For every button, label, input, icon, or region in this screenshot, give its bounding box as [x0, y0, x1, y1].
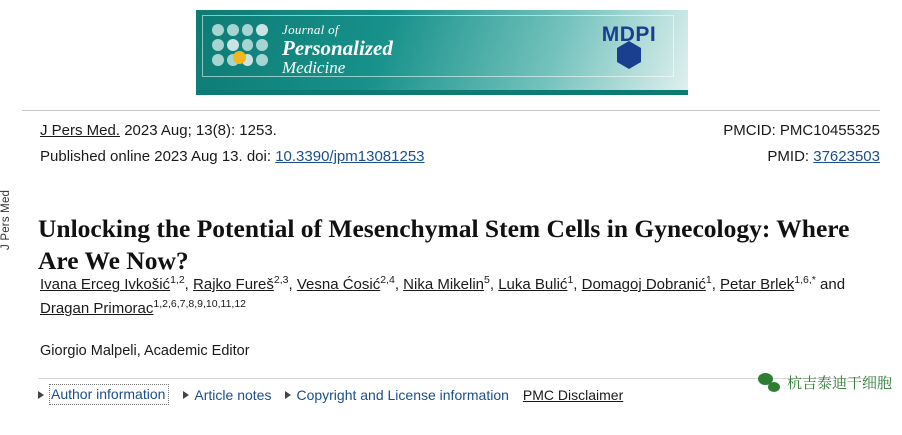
pmid-label: PMID:	[767, 148, 810, 165]
author-affiliation-sup: 1,2	[170, 274, 185, 286]
author-affiliation-sup: 2,3	[273, 274, 289, 286]
meta-link-item[interactable]	[285, 387, 508, 403]
banner-accent-dot-icon	[233, 51, 246, 64]
author-affiliation-sup: 1	[705, 274, 712, 286]
author-name[interactable]: Ivana Erceg Ivkošić	[40, 276, 171, 293]
author-name[interactable]: Petar Brlek	[720, 276, 795, 293]
author-name[interactable]: Vesna Ćosić	[296, 276, 381, 293]
journal-title-line3: Medicine	[282, 58, 346, 78]
journal-title-block	[282, 22, 393, 78]
pmcid-label: PMCID:	[723, 122, 776, 139]
author-separator: ,	[573, 276, 582, 293]
links-divider	[38, 378, 868, 379]
wechat-icon	[758, 373, 780, 392]
page-title: Unlocking the Potential of Mesenchymal Stem Cells in Gynecology: Where Are We Now?	[38, 214, 850, 275]
journal-title-line1: Journal of	[282, 22, 339, 37]
triangle-right-icon	[183, 391, 189, 399]
meta-link-label[interactable]: PMC Disclaimer	[522, 386, 624, 403]
meta-link-item[interactable]	[523, 387, 623, 403]
journal-abbrev-link[interactable]: J Pers Med.	[40, 122, 121, 139]
author-name[interactable]: Dragan Primorac	[40, 300, 154, 318]
doi-link[interactable]: 10.3390/jpm13081253	[275, 148, 425, 165]
author-name[interactable]: Nika Mikelin	[403, 276, 485, 293]
author-affiliation-sup: 1,2,6,7,8,9,10,11,12	[153, 298, 247, 311]
meta-link-item[interactable]	[183, 387, 271, 403]
journal-spine-label: J Pers Med	[0, 189, 12, 250]
mdpi-logo	[586, 24, 672, 74]
pmid-line	[767, 148, 880, 165]
pmcid-value: PMC10455325	[779, 122, 880, 139]
journal-title-line2: Personalized	[282, 36, 393, 60]
article-meta-links	[38, 384, 637, 405]
author-separator: ,	[394, 276, 404, 293]
watermark-text: 杭吉泰迪干细胞	[786, 375, 892, 392]
author-name[interactable]: Luka Bulić	[498, 276, 568, 293]
author-affiliation-sup: 1,6,*	[794, 274, 816, 286]
meta-link-item[interactable]	[38, 384, 169, 405]
header-divider	[22, 110, 880, 111]
mdpi-logo-text: MDPI	[601, 23, 657, 46]
triangle-right-icon	[285, 391, 291, 399]
mdpi-hexagon-icon	[586, 48, 672, 62]
authors-conjunction: and	[820, 276, 846, 293]
author-list	[40, 272, 870, 321]
author-affiliation-sup: 5	[484, 274, 490, 286]
author-affiliation-sup: 1	[567, 274, 574, 286]
meta-link-label[interactable]: Author information	[49, 384, 169, 405]
academic-editor: Giorgio Malpeli, Academic Editor	[40, 343, 250, 359]
banner-bottom-bar	[196, 90, 688, 95]
author-separator: ,	[288, 276, 297, 293]
meta-link-label[interactable]: Copyright and License information	[296, 386, 509, 403]
author-separator: ,	[711, 276, 721, 293]
citation-line	[40, 122, 277, 139]
pmcid-line	[723, 122, 880, 139]
author-separator: ,	[489, 276, 499, 293]
meta-link-label[interactable]: Article notes	[194, 386, 272, 403]
author-separator: ,	[184, 276, 194, 293]
citation-issue: 2023 Aug; 13(8): 1253.	[124, 122, 277, 139]
author-name[interactable]: Rajko Fureš	[193, 276, 274, 293]
watermark	[758, 372, 892, 393]
journal-banner	[196, 10, 688, 90]
publication-line	[40, 148, 425, 165]
published-online-label: Published online 2023 Aug 13. doi:	[40, 148, 272, 165]
triangle-right-icon	[38, 391, 44, 399]
author-name[interactable]: Domagoj Dobranić	[581, 276, 706, 293]
pmid-link[interactable]: 37623503	[813, 148, 880, 165]
author-affiliation-sup: 2,4	[380, 274, 395, 286]
